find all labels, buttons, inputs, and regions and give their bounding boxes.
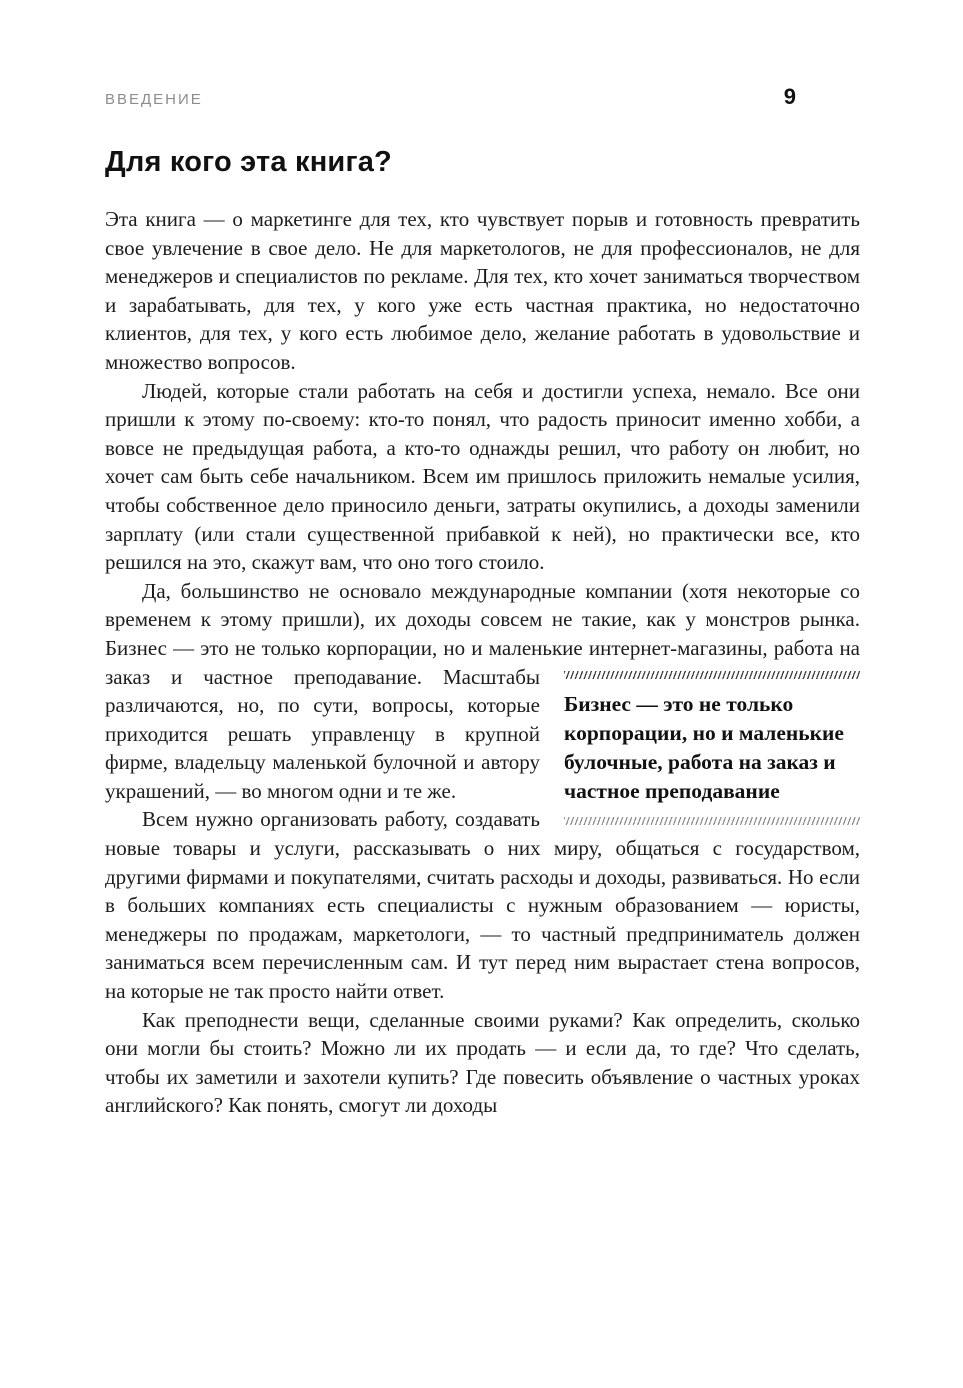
- pullquote-hatch-top-decoration: [564, 671, 860, 679]
- paragraph-1-text: Эта книга — о маркетинге для тех, кто чувствует порыв и готовность превратить свое увлечение в свое дело. Не для маркетологов, не для профессионалов, не для менеджеров и специалистов по рекламе. Для тех, кто хочет заниматься творчеством и зарабатывать, для тех, у кого уже есть частная практика, но недостаточно клиентов, для тех, у кого есть любимое дело, желание работать в удовольствие и множество вопросов.: [105, 207, 860, 374]
- body-text: [105, 205, 860, 1120]
- running-head: ВВЕДЕНИЕ: [105, 91, 203, 108]
- paragraph-4: [105, 805, 860, 1005]
- pullquote-text: Бизнес — это не только корпорации, но и маленькие булочные, работа на заказ и частное преподавание: [564, 691, 844, 803]
- pullquote-hatch-bottom-decoration: [564, 817, 860, 825]
- paragraph-5-text: Как преподнести вещи, сделанные своими руками? Как определить, сколько они могли бы стоить? Можно ли их продать — и если да, то где? Что сделать, чтобы их заметили и захотели купить? Где повесить объявление о частных уроках английского? Как понять, смогут ли доходы: [105, 1007, 860, 1118]
- paragraph-1: [105, 205, 860, 377]
- paragraph-2-text: Людей, которые стали работать на себя и достигли успеха, немало. Все они пришли к этому по-своему: кто-то понял, что радость приносит именно хобби, а вовсе не предыдущая работа, а кто-то однажды решил, что работу он любит, но хочет сам быть себе начальником. Всем им пришлось приложить немалые усилия, чтобы собственное дело приносило деньги, затраты окупились, а доходы заменили зарплату (или стали существенной прибавкой к ней), но практически все, кто решился на это, скажут вам, что оно того стоило.: [105, 378, 860, 575]
- paragraph-3-text-before-quote: Да, большинство не основало международные компании (хотя некоторые со временем к этому пришли), их доходы совсем не такие, как у монстров рынка. Бизнес — это не только корпорации, но и маленькие: [105, 578, 860, 660]
- chapter-heading: Для кого эта книга?: [105, 146, 392, 178]
- page-number: 9: [783, 84, 796, 109]
- paragraph-2: [105, 377, 860, 577]
- paragraph-4-text: Всем нужно организовать работу, создавать новые товары и услуги, рассказывать о них миру, общаться с государством, другими фирмами и покупателями, считать расходы и доходы, развиваться. Но если в больших компаниях есть специалисты с нужным образованием — юристы, менеджеры по продажам, маркетологи, — то частный предприниматель должен заниматься всем перечисленным сам. И тут перед ним вырастает стена вопросов, на которые не так просто найти ответ.: [105, 807, 860, 1004]
- paragraph-3-text-after-quote: интернет-магазины, работа на заказ и частное преподавание. Масштабы различаются, но, по сути, вопросы, которые приходится решать управленцу в крупной фирме, владельцу маленькой булочной и автору украшений, — во многом одни и те же.: [105, 635, 861, 803]
- paragraph-5: [105, 1006, 860, 1120]
- paragraph-3: [105, 577, 860, 806]
- page-header: [105, 84, 860, 110]
- pullquote: [564, 671, 860, 825]
